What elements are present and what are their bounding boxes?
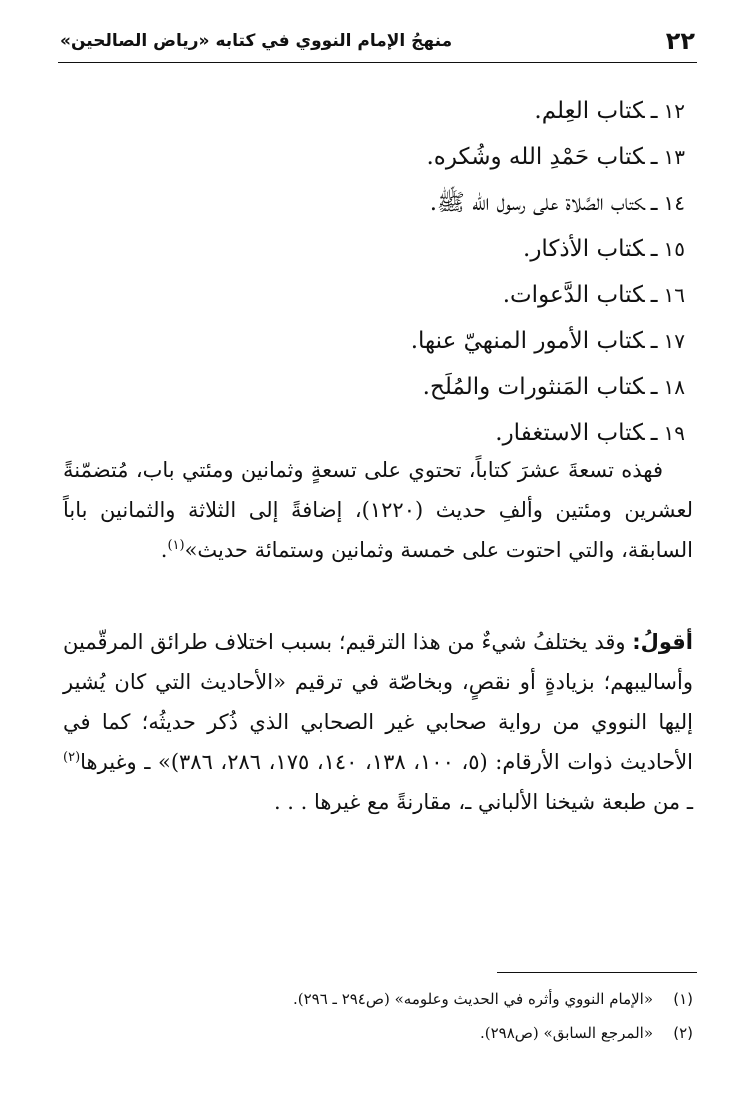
- footnote-ref-2[interactable]: (٢): [63, 750, 81, 765]
- item-text: كتاب الأمور المنهيّ عنها.: [410, 328, 645, 354]
- item-separator: ـ: [650, 190, 658, 216]
- commentary-paragraph: [63, 622, 693, 822]
- footnote-text: «الإمام النووي وأثره في الحديث وعلومه» (ص٢٩٤ ـ ٢٩٦).: [292, 990, 653, 1008]
- list-item: [165, 134, 685, 180]
- item-number: ١٩: [663, 421, 685, 445]
- summary-end: .: [160, 538, 168, 562]
- footnotes: [63, 982, 693, 1050]
- item-number: ١٧: [663, 329, 685, 353]
- footnote-marker: (٢): [673, 1024, 693, 1042]
- item-separator: ـ: [650, 374, 658, 400]
- item-text: كتاب العِلم.: [534, 98, 645, 124]
- list-item: [165, 88, 685, 134]
- page-number: ٢٢: [665, 27, 695, 55]
- commentary-text-a: وقد يختلفُ شيءٌ من هذا الترقيم؛ بسبب اختلاف طرائق المرقّمين وأساليبهم؛ بزيادةٍ أو نقصٍ، وبخاصّة في ترقيم «الأحاديث التي كان يُشير إليها النووي من رواية صحابي غير الصحابي الذي ذُكر حديثُه؛ كما في الأحاديث ذوات الأرقام: (٥، ١٠٠، ١٣٨، ١٤٠، ١٧٥، ٢٨٦، ٣٨٦)» ـ وغيرها: [63, 630, 694, 774]
- item-text: كتاب الدَّعوات.: [502, 282, 645, 308]
- list-item: [165, 318, 685, 364]
- footnote-ref-1[interactable]: (١): [167, 538, 185, 553]
- item-text: كتاب حَمْدِ الله وشُكره.: [426, 144, 645, 170]
- lead-word: أقولُ:: [632, 630, 693, 654]
- list-item: [165, 272, 685, 318]
- item-separator: ـ: [650, 328, 658, 354]
- list-item: [165, 364, 685, 410]
- running-header: [60, 26, 695, 56]
- list-item: [165, 226, 685, 272]
- footnote-item: [63, 982, 693, 1016]
- summary-paragraph: [63, 450, 693, 570]
- item-number: ١٦: [663, 283, 685, 307]
- footnote-rule: [497, 972, 697, 973]
- list-item: [165, 180, 685, 226]
- footnote-text: «المرجع السابق» (ص٢٩٨).: [480, 1024, 653, 1042]
- item-text: كتاب الاستغفار.: [495, 420, 645, 446]
- footnote-marker: (١): [673, 990, 693, 1008]
- item-separator: ـ: [650, 236, 658, 262]
- summary-text: فهذه تسعةَ عشرَ كتاباً، تحتوي على تسعةٍ وثمانين ومئتي باب، مُتضمّنةً لعشرين ومئتين وألفِ حديث (١٢٢٠)، إضافةً إلى الثلاثة والثمانين باباً السابقة، والتي احتوت على خمسة وثمانين وستمائة حديث»: [63, 458, 693, 562]
- item-text: كتاب المَنثورات والمُلَح.: [422, 374, 645, 400]
- item-number: ١٢: [663, 99, 685, 123]
- item-separator: ـ: [650, 420, 658, 446]
- item-text: كتاب الأذكار.: [523, 236, 645, 262]
- commentary-text-b: ـ من طبعة شيخنا الألباني ـ، مقارنةً مع غيرها . . .: [273, 790, 693, 814]
- item-number: ١٤: [663, 191, 685, 215]
- item-number: ١٣: [663, 145, 685, 169]
- item-separator: ـ: [650, 98, 658, 124]
- running-title: منهجُ الإمام النووي في كتابه «رياض الصالحين»: [60, 31, 453, 51]
- item-separator: ـ: [650, 282, 658, 308]
- item-text: كتاب الصَّلاة على رسول الله ﷺ.: [429, 190, 645, 216]
- header-rule: [58, 62, 697, 63]
- book-chapters-list: [165, 88, 685, 456]
- item-separator: ـ: [650, 144, 658, 170]
- footnote-item: [63, 1016, 693, 1050]
- item-number: ١٨: [663, 375, 685, 399]
- item-number: ١٥: [663, 237, 685, 261]
